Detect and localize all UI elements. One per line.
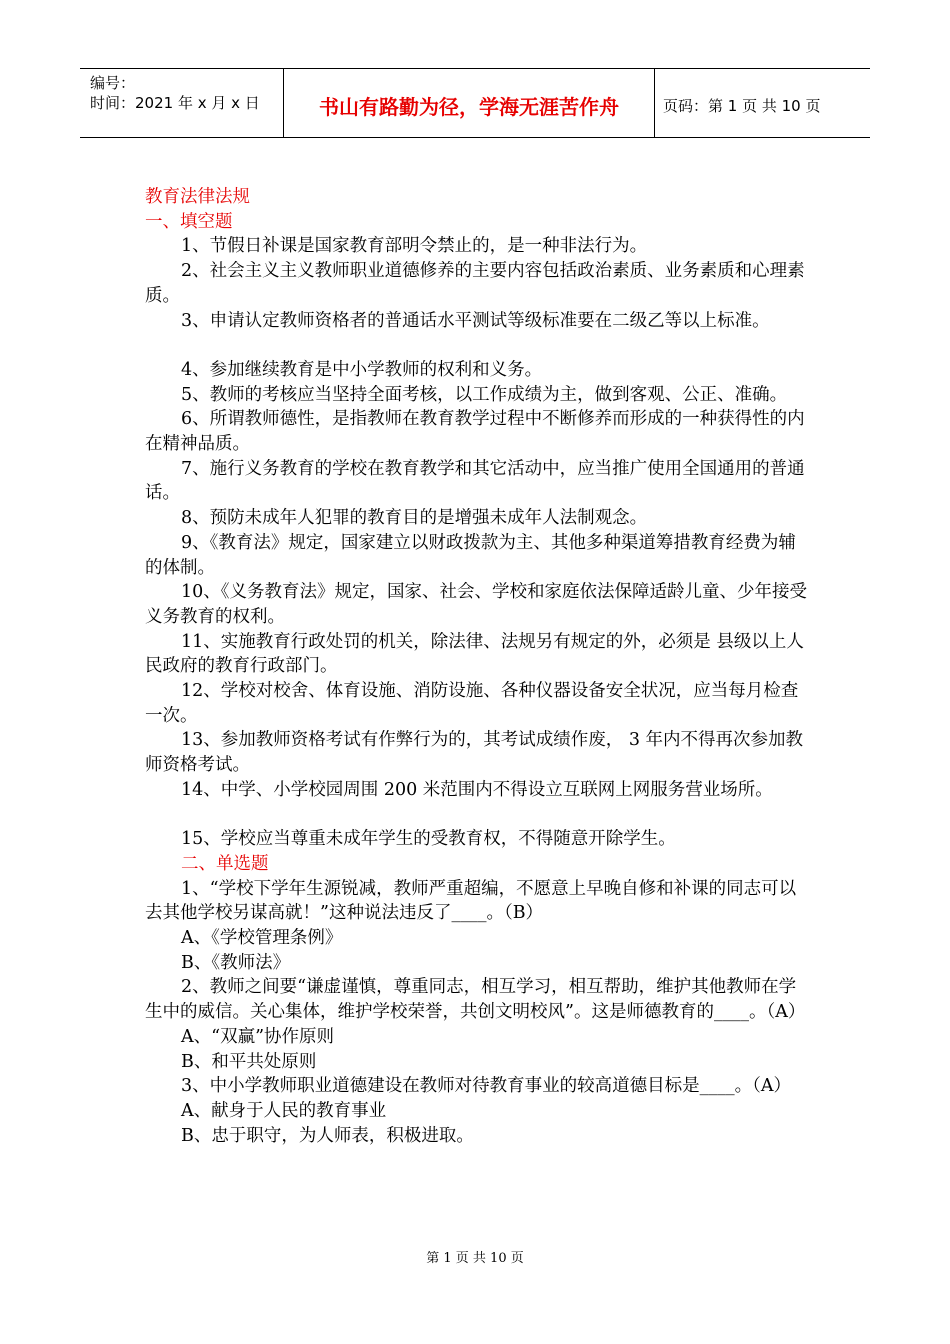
fill-item: 8、预防未成年人犯罪的教育目的是增强未成年人法制观念。 (181, 508, 648, 529)
page-footer: 第 1 页 共 10 页 (426, 1251, 524, 1266)
section-heading-fill: 一、填空题 (145, 211, 233, 232)
fill-item: 13、参加教师资格考试有作弊行为的，其考试成绩作废， 3 年内不得再次参加教师资格考试。 (145, 730, 804, 776)
blank-line (145, 333, 807, 358)
fill-item: 9、《教育法》规定，国家建立以财政拨款为主、其他多种渠道筹措教育经费为辅的体制。 (145, 532, 796, 578)
fill-item: 5、教师的考核应当坚持全面考核，以工作成绩为主，做到客观、公正、准确。 (181, 384, 788, 405)
header-motto: 书山有路勤为径，学海无涯苦作舟 (283, 69, 655, 137)
fill-item: 11、实施教育行政处罚的机关，除法律、法规另有规定的外，必须是 县级以上人民政府的教育行政部门。 (145, 631, 804, 677)
page-header (80, 68, 870, 138)
number-label: 编号： (90, 74, 136, 92)
fill-item: 6、所谓教师德性，是指教师在教育教学过程中不断修养而形成的一种获得性的内在精神品质。 (145, 409, 805, 455)
option: A、“双赢”协作原则 (181, 1026, 335, 1047)
date-label: 时间：2021 年 x 月 x 日 (90, 94, 260, 112)
fill-item: 1、节假日补课是国家教育部明令禁止的，是一种非法行为。 (181, 236, 648, 257)
option: B、忠于职守，为人师表，积极进取。 (181, 1125, 474, 1146)
question: 1、“学校下学年生源锐减，教师严重超编，不愿意上早晚自修和补课的同志可以去其他学校另谋高就！”这种说法违反了____。（B） (145, 878, 797, 924)
option: A、献身于人民的教育事业 (181, 1100, 387, 1121)
doc-title: 教育法律法规 (145, 187, 250, 207)
fill-item: 3、申请认定教师资格者的普通话水平测试等级标准要在二级乙等以上标准。 (181, 310, 770, 331)
document-body (145, 185, 807, 1148)
blank-line (145, 803, 807, 828)
fill-item: 12、学校对校舍、体育设施、消防设施、各种仪器设备安全状况，应当每月检查一次。 (145, 681, 799, 726)
option: A、《学校管理条例》 (181, 928, 343, 949)
option: B、和平共处原则 (181, 1051, 317, 1072)
option: B、《教师法》 (181, 952, 291, 973)
section-heading-single-choice: 二、单选题 (181, 853, 269, 874)
fill-item: 15、学校应当尊重未成年学生的受教育权，不得随意开除学生。 (181, 829, 676, 850)
fill-item: 2、社会主义主义教师职业道德修养的主要内容包括政治素质、业务素质和心理素质。 (145, 261, 805, 306)
question: 3、中小学教师职业道德建设在教师对待教育事业的较高道德目标是____。（A） (181, 1076, 792, 1097)
fill-item: 14、中学、小学校园周围 200 米范围内不得设立互联网上网服务营业场所。 (181, 779, 773, 800)
question: 2、教师之间要“谦虚谨慎，尊重同志，相互学习，相互帮助，维护其他教师在学生中的威信。关心集体，维护学校荣誉，共创文明校风”。这是师德教育的____。（A） (145, 977, 806, 1023)
fill-item: 7、施行义务教育的学校在教育教学和其它活动中，应当推广使用全国通用的普通话。 (145, 458, 805, 504)
fill-item: 10、《义务教育法》规定，国家、社会、学校和家庭依法保障适龄儿童、少年接受义务教育的权利。 (145, 582, 808, 627)
header-page-info: 页码：第 1 页 共 10 页 (663, 97, 821, 115)
fill-item: 4、参加继续教育是中小学教师的权利和义务。 (181, 359, 543, 380)
header-meta (80, 69, 283, 137)
